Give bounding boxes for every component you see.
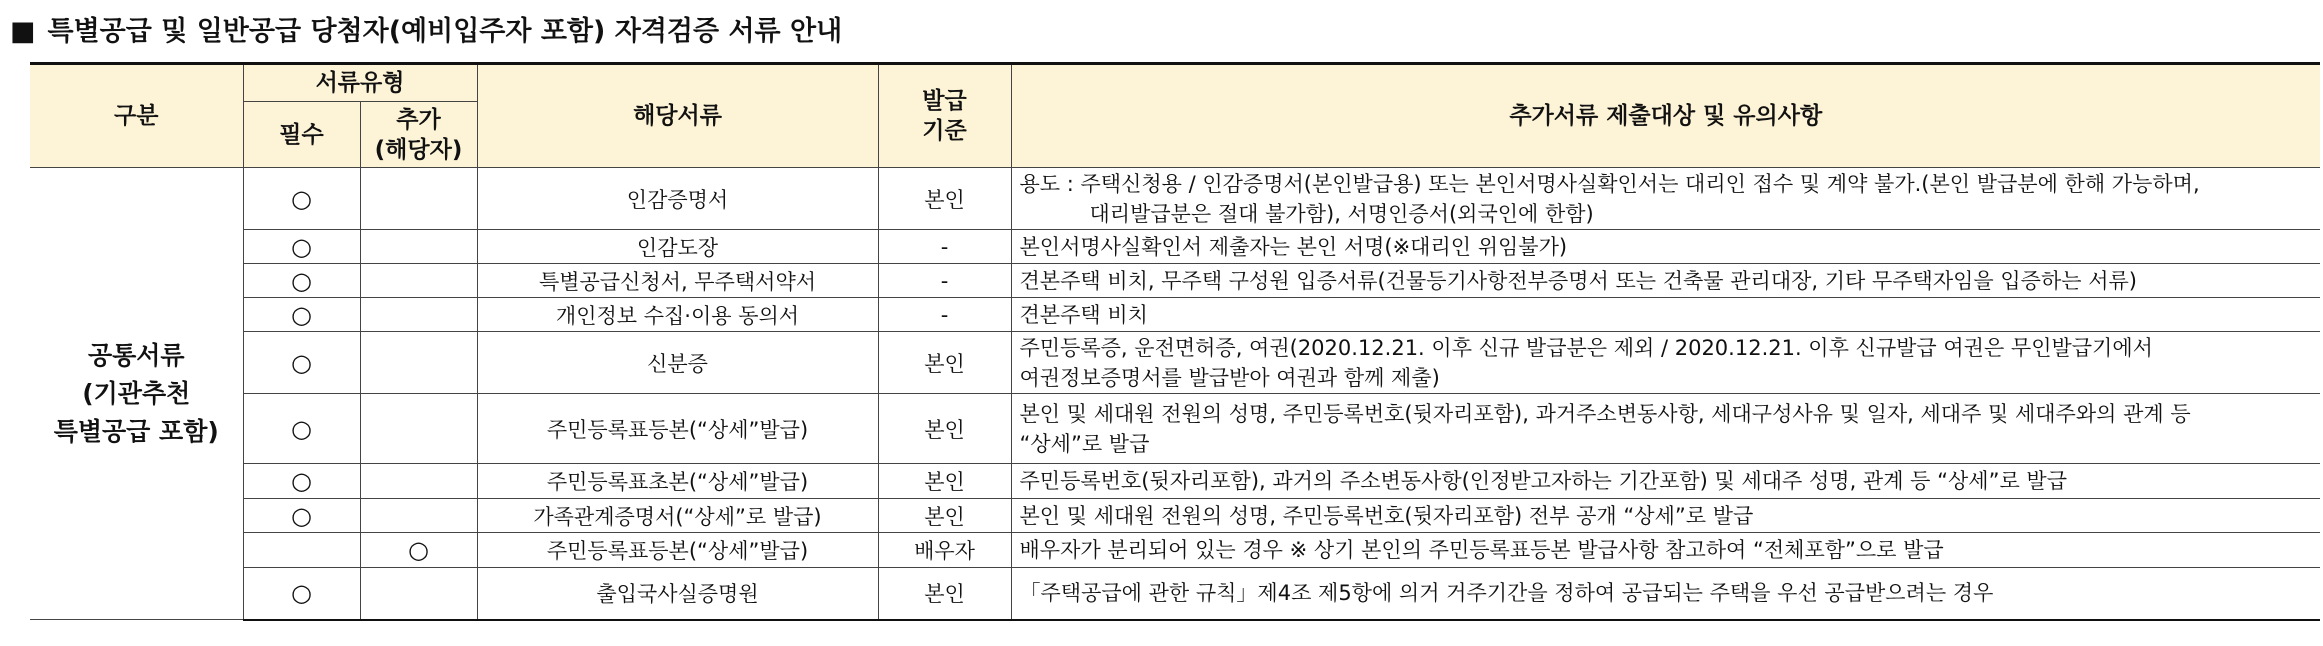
document-name: 주민등록표등본(“상세”발급)	[477, 394, 878, 464]
issue-basis: 본인	[878, 464, 1011, 499]
page-title-text: 특별공급 및 일반공급 당첨자(예비입주자 포함) 자격검증 서류 안내	[47, 16, 843, 47]
table-row	[30, 533, 2320, 568]
header-additional-line2: (해당자)	[374, 136, 463, 163]
required-mark: ○	[243, 230, 360, 264]
document-name: 특별공급신청서, 무주택서약서	[477, 264, 878, 298]
required-mark	[243, 533, 360, 568]
document-name: 개인정보 수집·이용 동의서	[477, 298, 878, 332]
notes-cell	[1011, 332, 2320, 394]
document-name: 주민등록표초본(“상세”발급)	[477, 464, 878, 499]
additional-mark	[360, 264, 477, 298]
notes-line: 주민등록증, 운전면허증, 여권(2020.12.21. 이후 신규 발급분은 제외 / 2020.12.21. 이후 신규발급 여권은 무인발급기에서	[1019, 335, 2153, 360]
issue-basis: -	[878, 230, 1011, 264]
category-cell	[30, 168, 243, 620]
additional-mark	[360, 230, 477, 264]
header-issue-basis-line1: 발급	[922, 88, 967, 114]
issue-basis: 본인	[878, 168, 1011, 230]
document-name: 신분증	[477, 332, 878, 394]
additional-mark	[360, 332, 477, 394]
notes-line: 용도 : 주택신청용 / 인감증명서(본인발급용) 또는 본인서명사실확인서는 대리인 접수 및 계약 불가.(본인 발급분에 한해 가능하며,	[1019, 171, 2200, 196]
header-required: 필수	[243, 102, 360, 168]
notes-cell: 본인서명사실확인서 제출자는 본인 서명(※대리인 위임불가)	[1011, 230, 2320, 264]
header-category: 구분	[30, 64, 243, 168]
table-row	[30, 464, 2320, 499]
document-name: 인감증명서	[477, 168, 878, 230]
additional-mark	[360, 168, 477, 230]
required-mark: ○	[243, 298, 360, 332]
table-row	[30, 499, 2320, 533]
issue-basis: 본인	[878, 332, 1011, 394]
issue-basis: 본인	[878, 568, 1011, 620]
issue-basis: 본인	[878, 499, 1011, 533]
header-doc-type: 서류유형	[243, 64, 477, 102]
header-additional-line1: 추가	[396, 106, 441, 133]
table-row	[30, 568, 2320, 620]
additional-mark	[360, 298, 477, 332]
required-mark: ○	[243, 332, 360, 394]
notes-line: 본인 및 세대원 전원의 성명, 주민등록번호(뒷자리포함), 과거주소변동사항, 세대구성사유 및 일자, 세대주 및 세대주와의 관계 등	[1019, 401, 2191, 426]
required-mark: ○	[243, 499, 360, 533]
additional-mark: ○	[360, 533, 477, 568]
header-issue-basis-line2: 기준	[922, 118, 967, 144]
table-row	[30, 298, 2320, 332]
notes-line: 대리발급분은 절대 불가함), 서명인증서(외국인에 한함)	[1089, 201, 1594, 226]
notes-line: 여권정보증명서를 발급받아 여권과 함께 제출)	[1019, 365, 1440, 390]
notes-line: “상세”로 발급	[1019, 431, 1150, 456]
square-bullet-icon: ■	[10, 16, 36, 47]
notes-cell: 본인 및 세대원 전원의 성명, 주민등록번호(뒷자리포함) 전부 공개 “상세”로 발급	[1011, 499, 2320, 533]
notes-cell	[1011, 394, 2320, 464]
issue-basis: -	[878, 298, 1011, 332]
required-mark: ○	[243, 568, 360, 620]
additional-mark	[360, 464, 477, 499]
header-document: 해당서류	[477, 64, 878, 168]
required-mark: ○	[243, 394, 360, 464]
document-name: 가족관계증명서(“상세”로 발급)	[477, 499, 878, 533]
notes-cell	[1011, 168, 2320, 230]
document-name: 인감도장	[477, 230, 878, 264]
notes-cell: 견본주택 비치	[1011, 298, 2320, 332]
required-mark: ○	[243, 464, 360, 499]
header-issue-basis	[878, 64, 1011, 168]
document-table	[30, 62, 2320, 621]
table-row	[30, 168, 2320, 230]
category-line3: 특별공급 포함)	[53, 416, 219, 446]
document-name: 주민등록표등본(“상세”발급)	[477, 533, 878, 568]
category-line2: (기관추천	[82, 378, 191, 408]
document-name: 출입국사실증명원	[477, 568, 878, 620]
additional-mark	[360, 568, 477, 620]
table-row	[30, 394, 2320, 464]
category-line1: 공통서류	[87, 340, 185, 370]
header-notes: 추가서류 제출대상 및 유의사항	[1011, 64, 2320, 168]
notes-cell: 「주택공급에 관한 규칙」제4조 제5항에 의거 거주기간을 정하여 공급되는 주택을 우선 공급받으려는 경우	[1011, 568, 2320, 620]
page-title	[10, 8, 842, 56]
notes-cell: 주민등록번호(뒷자리포함), 과거의 주소변동사항(인정받고자하는 기간포함) 및 세대주 성명, 관계 등 “상세”로 발급	[1011, 464, 2320, 499]
required-mark: ○	[243, 264, 360, 298]
notes-cell: 배우자가 분리되어 있는 경우 ※ 상기 본인의 주민등록표등본 발급사항 참고하여 “전체포함”으로 발급	[1011, 533, 2320, 568]
issue-basis: 본인	[878, 394, 1011, 464]
additional-mark	[360, 499, 477, 533]
header-additional	[360, 102, 477, 168]
required-mark: ○	[243, 168, 360, 230]
table-row	[30, 230, 2320, 264]
table-row	[30, 332, 2320, 394]
issue-basis: -	[878, 264, 1011, 298]
notes-cell: 견본주택 비치, 무주택 구성원 입증서류(건물등기사항전부증명서 또는 건축물 관리대장, 기타 무주택자임을 입증하는 서류)	[1011, 264, 2320, 298]
table-row	[30, 264, 2320, 298]
issue-basis: 배우자	[878, 533, 1011, 568]
additional-mark	[360, 394, 477, 464]
